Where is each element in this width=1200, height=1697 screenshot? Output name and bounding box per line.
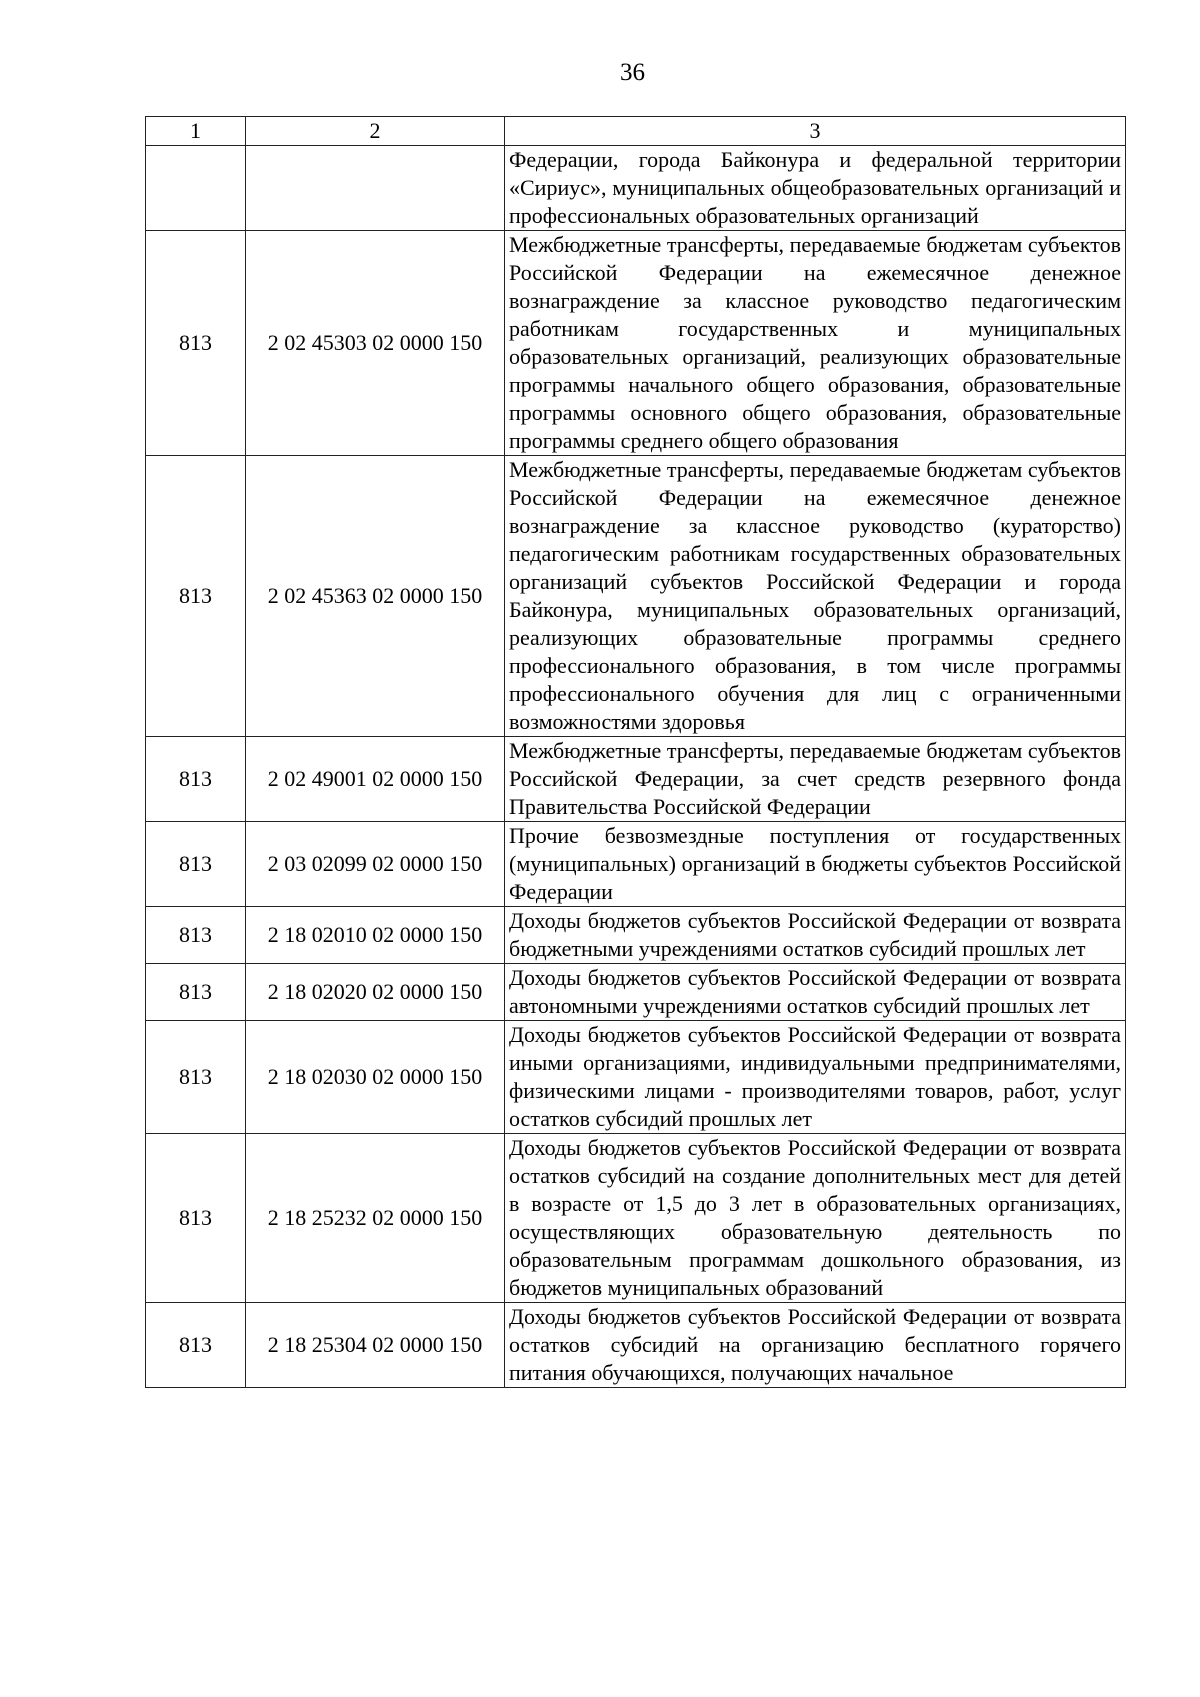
column-header-3: 3	[505, 117, 1126, 146]
budget-code-cell: 2 02 45363 02 0000 150	[246, 456, 505, 737]
table-row	[146, 1303, 1126, 1388]
table-row	[146, 231, 1126, 456]
table-row	[146, 1021, 1126, 1134]
column-header-2: 2	[246, 117, 505, 146]
table-row	[146, 964, 1126, 1021]
income-name-cell: Доходы бюджетов субъектов Российской Федерации от возврата бюджетными учреждениями остатков субсидий прошлых лет	[505, 907, 1126, 964]
budget-code-cell: 2 02 45303 02 0000 150	[246, 231, 505, 456]
admin-code-cell: 813	[146, 1021, 246, 1134]
page-number: 36	[620, 59, 645, 86]
table-row	[146, 456, 1126, 737]
budget-code-cell: 2 18 02020 02 0000 150	[246, 964, 505, 1021]
income-name-cell: Межбюджетные трансферты, передаваемые бюджетам субъектов Российской Федерации на ежемесячное денежное вознаграждение за классное руководство (кураторство) педагогическим работникам государственных образовательных организаций субъектов Российской Федерации и города Байконура, муниципальных образовательных организаций, реализующих образовательные программы среднего профессионального образования, в том числе программы профессионального обучения для лиц с ограниченными возможностями здоровья	[505, 456, 1126, 737]
income-name-cell: Межбюджетные трансферты, передаваемые бюджетам субъектов Российской Федерации, за счет средств резервного фонда Правительства Российской Федерации	[505, 737, 1126, 822]
table-row	[146, 822, 1126, 907]
budget-code-cell: 2 18 02010 02 0000 150	[246, 907, 505, 964]
table-row	[146, 737, 1126, 822]
admin-code-cell: 813	[146, 1134, 246, 1303]
budget-code-cell: 2 03 02099 02 0000 150	[246, 822, 505, 907]
income-name-cell: Доходы бюджетов субъектов Российской Федерации от возврата иными организациями, индивидуальными предпринимателями, физическими лицами - производителями товаров, работ, услуг остатков субсидий прошлых лет	[505, 1021, 1126, 1134]
table-header-row	[146, 117, 1126, 146]
admin-code-cell	[146, 146, 246, 231]
table-row	[146, 907, 1126, 964]
income-name-cell: Федерации, города Байконура и федеральной территории «Сириус», муниципальных общеобразовательных организаций и профессиональных образовательных организаций	[505, 146, 1126, 231]
admin-code-cell: 813	[146, 737, 246, 822]
table-row	[146, 1134, 1126, 1303]
admin-code-cell: 813	[146, 822, 246, 907]
income-name-cell: Межбюджетные трансферты, передаваемые бюджетам субъектов Российской Федерации на ежемесячное денежное вознаграждение за классное руководство педагогическим работникам государственных и муниципальных образовательных организаций, реализующих образовательные программы начального общего образования, образовательные программы основного общего образования, образовательные программы среднего общего образования	[505, 231, 1126, 456]
budget-code-cell: 2 18 25232 02 0000 150	[246, 1134, 505, 1303]
admin-code-cell: 813	[146, 964, 246, 1021]
income-codes-table	[145, 116, 1126, 1388]
table-row	[146, 146, 1126, 231]
income-name-cell: Доходы бюджетов субъектов Российской Федерации от возврата остатков субсидий на создание дополнительных мест для детей в возрасте от 1,5 до 3 лет в образовательных организациях, осуществляющих образовательную деятельность по образовательным программам дошкольного образования, из бюджетов муниципальных образований	[505, 1134, 1126, 1303]
column-header-1: 1	[146, 117, 246, 146]
budget-code-cell: 2 02 49001 02 0000 150	[246, 737, 505, 822]
admin-code-cell: 813	[146, 231, 246, 456]
budget-code-cell: 2 18 02030 02 0000 150	[246, 1021, 505, 1134]
admin-code-cell: 813	[146, 456, 246, 737]
budget-code-cell	[246, 146, 505, 231]
admin-code-cell: 813	[146, 1303, 246, 1388]
income-name-cell: Доходы бюджетов субъектов Российской Федерации от возврата остатков субсидий на организацию бесплатного горячего питания обучающихся, получающих начальное	[505, 1303, 1126, 1388]
admin-code-cell: 813	[146, 907, 246, 964]
income-name-cell: Прочие безвозмездные поступления от государственных (муниципальных) организаций в бюджеты субъектов Российской Федерации	[505, 822, 1126, 907]
income-name-cell: Доходы бюджетов субъектов Российской Федерации от возврата автономными учреждениями остатков субсидий прошлых лет	[505, 964, 1126, 1021]
budget-code-cell: 2 18 25304 02 0000 150	[246, 1303, 505, 1388]
